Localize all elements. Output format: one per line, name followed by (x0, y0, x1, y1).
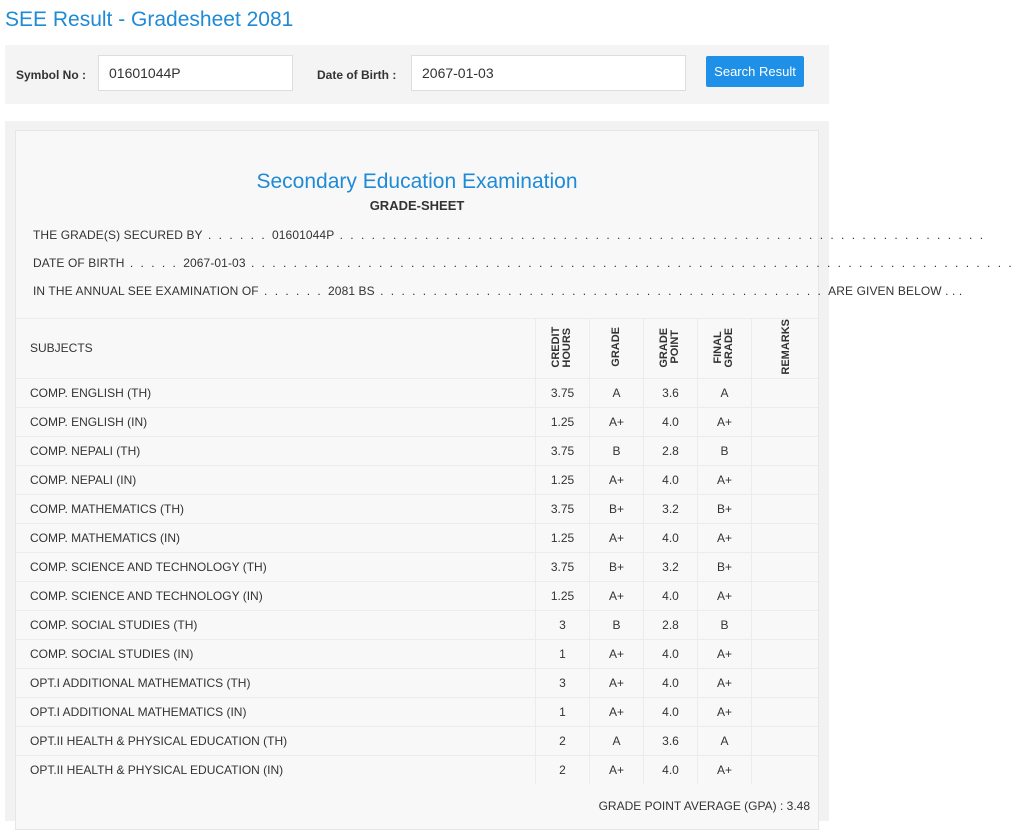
table-row (16, 668, 820, 697)
exam-line: IN THE ANNUAL SEE EXAMINATION OF . . . . . . 2081 BS . . . . . . . . . . . . . . . . . . . . . . . . . . . . . . . . . . . . . . . . . . ARE GIVEN BELOW . . . (33, 284, 963, 298)
secured-by-label: THE GRADE(S) SECURED BY (33, 228, 203, 242)
credit-hours-cell: 3 (536, 668, 590, 697)
remarks-cell (752, 668, 821, 697)
grade-point-cell: 2.8 (644, 436, 698, 465)
subject-cell: COMP. ENGLISH (TH) (16, 378, 536, 407)
table-row (16, 697, 820, 726)
exam-line-value: 2081 BS (328, 284, 375, 298)
remarks-cell (752, 494, 821, 523)
symbol-input[interactable] (98, 55, 293, 91)
header-final-grade: FINAL GRADE (698, 319, 752, 379)
secured-by-value: 01601044P (272, 228, 335, 242)
final-grade-cell: A+ (698, 755, 752, 784)
gpa-label: GRADE POINT AVERAGE (GPA) : (598, 799, 784, 813)
final-grade-cell: A+ (698, 639, 752, 668)
credit-hours-cell: 3.75 (536, 494, 590, 523)
credit-hours-cell: 3.75 (536, 436, 590, 465)
exam-line-label: IN THE ANNUAL SEE EXAMINATION OF (33, 284, 259, 298)
grade-cell: B (590, 610, 644, 639)
remarks-cell (752, 726, 821, 755)
search-result-button[interactable]: Search Result (706, 56, 804, 87)
final-grade-cell: A+ (698, 465, 752, 494)
table-row (16, 378, 820, 407)
final-grade-cell: A+ (698, 581, 752, 610)
table-row (16, 523, 820, 552)
dob-label: Date of Birth : (317, 68, 397, 82)
table-row (16, 407, 820, 436)
final-grade-cell: A+ (698, 407, 752, 436)
grade-point-cell: 4.0 (644, 581, 698, 610)
final-grade-cell: B+ (698, 552, 752, 581)
table-row (16, 465, 820, 494)
subject-cell: COMP. NEPALI (IN) (16, 465, 536, 494)
grade-point-cell: 3.6 (644, 378, 698, 407)
remarks-cell (752, 639, 821, 668)
subject-cell: COMP. SCIENCE AND TECHNOLOGY (IN) (16, 581, 536, 610)
gpa-summary (599, 799, 810, 813)
grade-cell: A+ (590, 581, 644, 610)
credit-hours-cell: 1 (536, 639, 590, 668)
credit-hours-cell: 1.25 (536, 581, 590, 610)
header-grade: GRADE (590, 319, 644, 379)
grade-point-cell: 4.0 (644, 407, 698, 436)
grade-cell: A+ (590, 639, 644, 668)
header-grade-point: GRADE POINT (644, 319, 698, 379)
dob-line: DATE OF BIRTH . . . . . 2067-01-03 . . . . . . . . . . . . . . . . . . . . . . . . . . . . . . . . . . . . . . . . . . . . . . . . . . . . . . . . . . . . . . . . . . . . . . . . (33, 256, 1014, 270)
final-grade-cell: A+ (698, 523, 752, 552)
grade-point-cell: 3.2 (644, 494, 698, 523)
grade-point-cell: 4.0 (644, 755, 698, 784)
grade-point-cell: 4.0 (644, 465, 698, 494)
grade-point-cell: 2.8 (644, 610, 698, 639)
table-row (16, 436, 820, 465)
exam-title: Secondary Education Examination (256, 170, 578, 193)
grade-cell: A+ (590, 668, 644, 697)
remarks-cell (752, 407, 821, 436)
dob-line-label: DATE OF BIRTH (33, 256, 125, 270)
grades-table (16, 318, 820, 784)
grade-cell: A+ (590, 697, 644, 726)
final-grade-cell: A (698, 726, 752, 755)
table-row (16, 494, 820, 523)
grade-cell: A (590, 726, 644, 755)
grade-cell: A+ (590, 465, 644, 494)
table-row (16, 639, 820, 668)
subject-cell: COMP. MATHEMATICS (IN) (16, 523, 536, 552)
remarks-cell (752, 436, 821, 465)
subject-cell: COMP. SCIENCE AND TECHNOLOGY (TH) (16, 552, 536, 581)
subject-cell: COMP. SOCIAL STUDIES (IN) (16, 639, 536, 668)
secured-by-line: THE GRADE(S) SECURED BY . . . . . . 01601044P . . . . . . . . . . . . . . . . . . . . . . . . . . . . . . . . . . . . . . . . . . . . . . . . . . . . . . . . . . . . . (33, 228, 986, 242)
grade-cell: A+ (590, 407, 644, 436)
table-header-row (16, 319, 820, 379)
grade-cell: A (590, 378, 644, 407)
remarks-cell (752, 581, 821, 610)
final-grade-cell: A (698, 378, 752, 407)
final-grade-cell: A+ (698, 668, 752, 697)
remarks-cell (752, 697, 821, 726)
table-row (16, 581, 820, 610)
search-bar (5, 45, 829, 104)
final-grade-cell: A+ (698, 697, 752, 726)
grade-point-cell: 4.0 (644, 668, 698, 697)
credit-hours-cell: 1 (536, 697, 590, 726)
header-credit-hours: CREDIT HOURS (536, 319, 590, 379)
subject-cell: OPT.I ADDITIONAL MATHEMATICS (TH) (16, 668, 536, 697)
dob-line-value: 2067-01-03 (183, 256, 246, 270)
header-remarks: REMARKS (752, 319, 821, 379)
grade-point-cell: 4.0 (644, 523, 698, 552)
credit-hours-cell: 2 (536, 755, 590, 784)
credit-hours-cell: 3.75 (536, 552, 590, 581)
table-row (16, 610, 820, 639)
subject-cell: COMP. SOCIAL STUDIES (TH) (16, 610, 536, 639)
gradesheet-heading: GRADE-SHEET (369, 198, 465, 213)
grade-cell: A+ (590, 523, 644, 552)
subject-cell: OPT.II HEALTH & PHYSICAL EDUCATION (IN) (16, 755, 536, 784)
dob-input[interactable] (411, 55, 686, 91)
credit-hours-cell: 2 (536, 726, 590, 755)
credit-hours-cell: 1.25 (536, 407, 590, 436)
remarks-cell (752, 610, 821, 639)
table-row (16, 552, 820, 581)
remarks-cell (752, 755, 821, 784)
grade-cell: B (590, 436, 644, 465)
credit-hours-cell: 3 (536, 610, 590, 639)
table-row (16, 755, 820, 784)
credit-hours-cell: 1.25 (536, 465, 590, 494)
grade-point-cell: 3.2 (644, 552, 698, 581)
remarks-cell (752, 465, 821, 494)
grade-cell: A+ (590, 755, 644, 784)
grade-cell: B+ (590, 552, 644, 581)
subject-cell: OPT.II HEALTH & PHYSICAL EDUCATION (TH) (16, 726, 536, 755)
subject-cell: OPT.I ADDITIONAL MATHEMATICS (IN) (16, 697, 536, 726)
symbol-label: Symbol No : (16, 68, 87, 82)
grade-point-cell: 3.6 (644, 726, 698, 755)
grade-cell: B+ (590, 494, 644, 523)
credit-hours-cell: 1.25 (536, 523, 590, 552)
gradesheet-panel (5, 121, 1014, 821)
final-grade-cell: B (698, 436, 752, 465)
credit-hours-cell: 3.75 (536, 378, 590, 407)
gradesheet (15, 130, 1014, 830)
page-title: SEE Result - Gradesheet 2081 (5, 8, 294, 31)
header-subjects: SUBJECTS (16, 319, 536, 379)
subject-cell: COMP. ENGLISH (IN) (16, 407, 536, 436)
remarks-cell (752, 523, 821, 552)
subject-cell: COMP. MATHEMATICS (TH) (16, 494, 536, 523)
remarks-cell (752, 552, 821, 581)
subject-cell: COMP. NEPALI (TH) (16, 436, 536, 465)
exam-line-suffix: ARE GIVEN BELOW . . . (828, 284, 963, 298)
grade-point-cell: 4.0 (644, 639, 698, 668)
final-grade-cell: B (698, 610, 752, 639)
final-grade-cell: B+ (698, 494, 752, 523)
remarks-cell (752, 378, 821, 407)
gpa-value: 3.48 (786, 799, 810, 813)
grade-point-cell: 4.0 (644, 697, 698, 726)
table-row (16, 726, 820, 755)
